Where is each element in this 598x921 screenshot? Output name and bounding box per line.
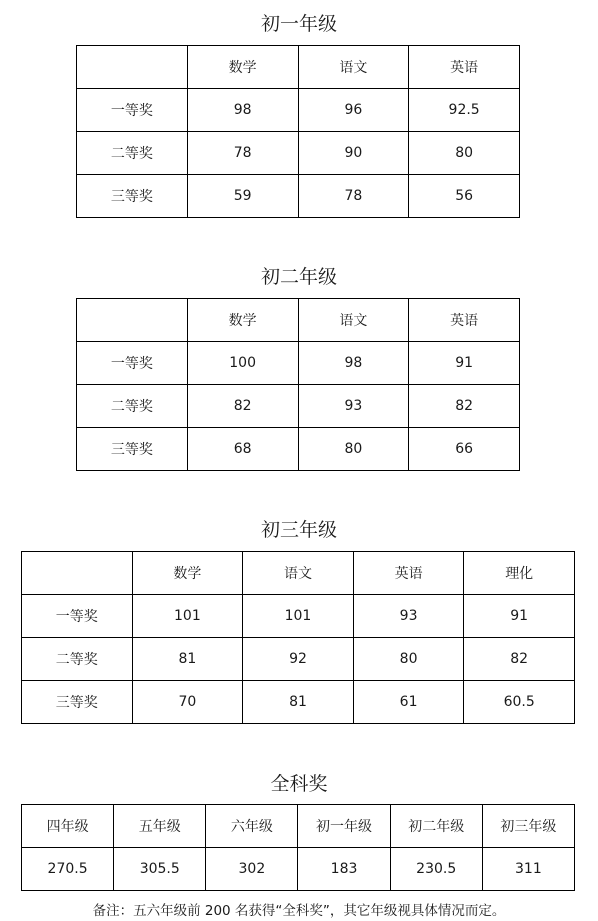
header-cell-junior1: 初一年级 <box>298 805 390 848</box>
row-label: 一等奖 <box>22 595 133 638</box>
score-cell: 82 <box>409 385 520 428</box>
table-row <box>22 638 575 681</box>
table-row <box>22 681 575 724</box>
score-cell: 80 <box>409 132 520 175</box>
header-cell-chinese: 语文 <box>298 299 409 342</box>
score-cell: 78 <box>298 175 409 218</box>
score-cell: 66 <box>409 428 520 471</box>
score-cell: 80 <box>298 428 409 471</box>
score-cell: 56 <box>409 175 520 218</box>
score-cell: 61 <box>353 681 464 724</box>
header-cell-empty <box>22 552 133 595</box>
header-cell-english: 英语 <box>353 552 464 595</box>
row-label: 一等奖 <box>77 89 188 132</box>
all-subjects-table <box>21 804 575 891</box>
table-row <box>77 175 520 218</box>
row-label: 三等奖 <box>77 428 188 471</box>
score-cell: 81 <box>243 681 354 724</box>
header-cell-math: 数学 <box>187 299 298 342</box>
row-label: 三等奖 <box>77 175 188 218</box>
all-subjects-title: 全科奖 <box>270 773 328 795</box>
footnote: 备注：五六年级前 200 名获得“全科奖”，其它年级视具体情况而定。 <box>92 903 506 919</box>
score-cell: 270.5 <box>22 848 114 891</box>
score-cell: 93 <box>353 595 464 638</box>
header-cell-math: 数学 <box>187 46 298 89</box>
score-cell: 82 <box>187 385 298 428</box>
table-row <box>77 428 520 471</box>
header-cell-grade6: 六年级 <box>206 805 298 848</box>
score-cell: 96 <box>298 89 409 132</box>
grade2-title: 初二年级 <box>260 266 337 288</box>
row-label: 二等奖 <box>22 638 133 681</box>
grade2-table <box>76 298 520 471</box>
table-row <box>22 848 575 891</box>
header-cell-chinese: 语文 <box>243 552 354 595</box>
header-cell-chinese: 语文 <box>298 46 409 89</box>
header-cell-empty <box>77 299 188 342</box>
table-header-row <box>77 46 520 89</box>
score-cell: 311 <box>482 848 574 891</box>
score-cell: 230.5 <box>390 848 482 891</box>
row-label: 一等奖 <box>77 342 188 385</box>
grade3-table <box>21 551 575 724</box>
score-cell: 92 <box>243 638 354 681</box>
score-cell: 60.5 <box>464 681 575 724</box>
score-cell: 98 <box>187 89 298 132</box>
table-row <box>77 132 520 175</box>
score-cell: 81 <box>132 638 243 681</box>
header-cell-physics-chemistry: 理化 <box>464 552 575 595</box>
score-cell: 59 <box>187 175 298 218</box>
score-cell: 302 <box>206 848 298 891</box>
header-cell-math: 数学 <box>132 552 243 595</box>
table-header-row <box>22 805 575 848</box>
row-label: 二等奖 <box>77 385 188 428</box>
table-row <box>77 342 520 385</box>
header-cell-empty <box>77 46 188 89</box>
score-cell: 70 <box>132 681 243 724</box>
header-cell-grade5: 五年级 <box>114 805 206 848</box>
grade3-title: 初三年级 <box>260 519 337 541</box>
score-cell: 82 <box>464 638 575 681</box>
score-cell: 183 <box>298 848 390 891</box>
table-row <box>77 89 520 132</box>
score-cell: 92.5 <box>409 89 520 132</box>
grade1-title: 初一年级 <box>260 13 337 35</box>
score-cell: 90 <box>298 132 409 175</box>
row-label: 三等奖 <box>22 681 133 724</box>
header-cell-junior2: 初二年级 <box>390 805 482 848</box>
header-cell-grade4: 四年级 <box>22 805 114 848</box>
score-cell: 101 <box>243 595 354 638</box>
score-cell: 80 <box>353 638 464 681</box>
score-cell: 100 <box>187 342 298 385</box>
table-row <box>22 595 575 638</box>
score-cell: 305.5 <box>114 848 206 891</box>
score-cell: 91 <box>464 595 575 638</box>
table-header-row <box>77 299 520 342</box>
grade1-table <box>76 45 520 218</box>
table-row <box>77 385 520 428</box>
score-cell: 68 <box>187 428 298 471</box>
score-cell: 93 <box>298 385 409 428</box>
header-cell-english: 英语 <box>409 299 520 342</box>
row-label: 二等奖 <box>77 132 188 175</box>
score-cell: 78 <box>187 132 298 175</box>
score-cell: 91 <box>409 342 520 385</box>
score-cell: 101 <box>132 595 243 638</box>
score-cell: 98 <box>298 342 409 385</box>
header-cell-junior3: 初三年级 <box>482 805 574 848</box>
table-header-row <box>22 552 575 595</box>
header-cell-english: 英语 <box>409 46 520 89</box>
